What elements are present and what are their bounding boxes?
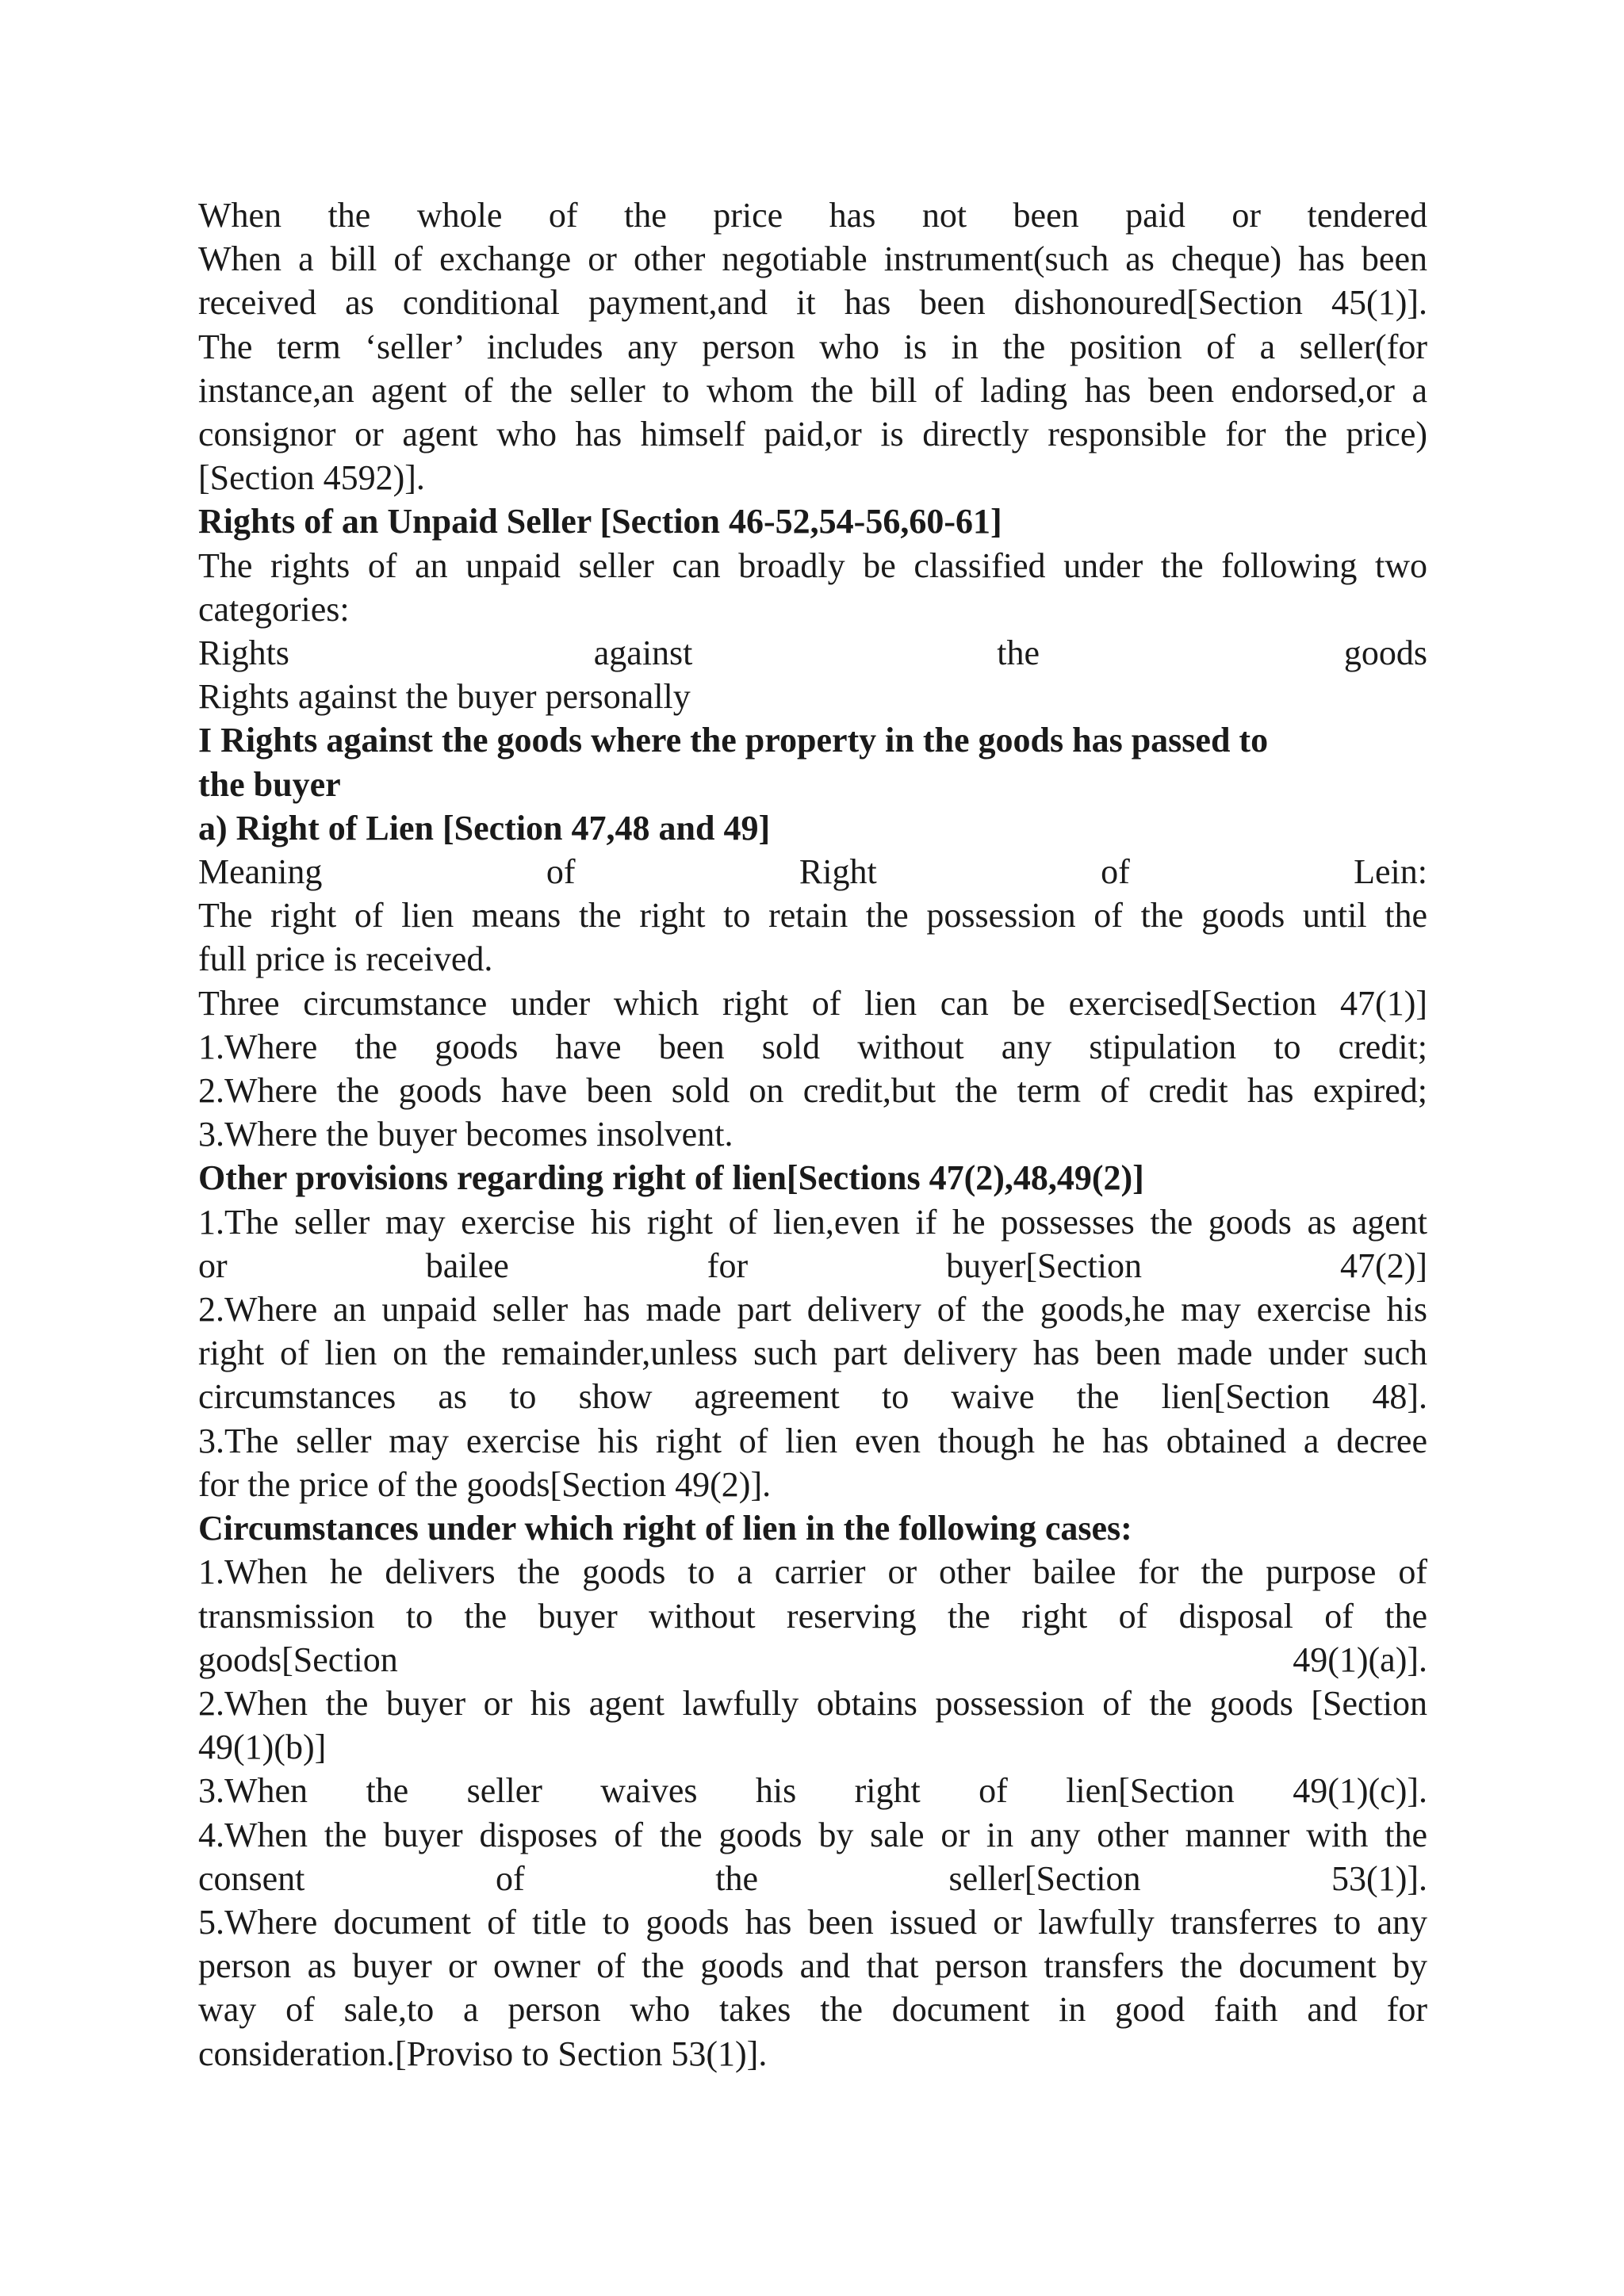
text-line: consent of the seller[Section 53(1)]. <box>198 1858 1427 1898</box>
text-line: transmission to the buyer without reserving the right of disposal of the <box>198 1596 1427 1636</box>
section-heading: the buyer <box>198 764 341 804</box>
section-heading: Other provisions regarding right of lien[Sections 47(2),48,49(2)] <box>198 1158 1144 1198</box>
text-line: right of lien on the remainder,unless such part delivery has been made under such <box>198 1334 1427 1373</box>
document-body <box>198 193 1427 2076</box>
text-line: When the whole of the price has not been paid or tendered <box>198 196 1427 235</box>
text-line: goods[Section 49(1)(a)]. <box>198 1640 1427 1679</box>
text-line: for the price of the goods[Section 49(2)]. <box>198 1464 772 1504</box>
text-line: Three circumstance under which right of lien can be exercised[Section 47(1)] <box>198 983 1427 1023</box>
text-line: 2.When the buyer or his agent lawfully obtains possession of the goods [Section <box>198 1683 1427 1723</box>
text-line: full price is received. <box>198 939 493 979</box>
text-line: Rights against the buyer personally <box>198 677 691 717</box>
text-line: The term ‘seller’ includes any person who is in the position of a seller(for <box>198 327 1427 366</box>
text-line: categories: <box>198 589 350 629</box>
text-line: 3.Where the buyer becomes insolvent. <box>198 1115 733 1154</box>
text-line: Meaning of Right of Lein: <box>198 852 1427 892</box>
text-line: 1.The seller may exercise his right of lien,even if he possesses the goods as agent <box>198 1202 1427 1242</box>
text-line: person as buyer or owner of the goods and that person transfers the document by <box>198 1946 1427 1986</box>
text-line: The right of lien means the right to retain the possession of the goods until the <box>198 896 1427 936</box>
text-line: Rights against the goods <box>198 633 1427 673</box>
text-line: The rights of an unpaid seller can broadly be classified under the following two <box>198 545 1427 585</box>
text-line: [Section 4592)]. <box>198 458 425 498</box>
text-line: 3.When the seller waives his right of lien[Section 49(1)(c)]. <box>198 1771 1427 1811</box>
text-line: 2.Where an unpaid seller has made part delivery of the goods,he may exercise his <box>198 1290 1427 1330</box>
text-line: 4.When the buyer disposes of the goods by sale or in any other manner with the <box>198 1815 1427 1854</box>
text-line: When a bill of exchange or other negotiable instrument(such as cheque) has been <box>198 239 1427 279</box>
text-line: consignor or agent who has himself paid,or is directly responsible for the price) <box>198 415 1427 454</box>
text-line: 49(1)(b)] <box>198 1728 327 1767</box>
section-heading: Rights of an Unpaid Seller [Section 46-52,54-56,60-61] <box>198 502 1002 541</box>
text-line: 3.The seller may exercise his right of lien even though he has obtained a decree <box>198 1421 1427 1460</box>
text-line: 5.Where document of title to goods has been issued or lawfully transferres to any <box>198 1902 1427 1942</box>
text-line: 2.Where the goods have been sold on credit,but the term of credit has expired; <box>198 1071 1427 1111</box>
text-line: received as conditional payment,and it has been dishonoured[Section 45(1)]. <box>198 283 1427 323</box>
text-line: 1.When he delivers the goods to a carrier or other bailee for the purpose of <box>198 1552 1427 1592</box>
text-line: 1.Where the goods have been sold without any stipulation to credit; <box>198 1027 1427 1066</box>
text-line: consideration.[Proviso to Section 53(1)]. <box>198 2034 768 2073</box>
section-heading: a) Right of Lien [Section 47,48 and 49] <box>198 808 771 848</box>
text-line: way of sale,to a person who takes the document in good faith and for <box>198 1990 1427 2030</box>
section-heading: I Rights against the goods where the property in the goods has passed to <box>198 721 1269 760</box>
text-line: circumstances as to show agreement to waive the lien[Section 48]. <box>198 1377 1427 1417</box>
text-line: or bailee for buyer[Section 47(2)] <box>198 1246 1427 1285</box>
text-line: instance,an agent of the seller to whom the bill of lading has been endorsed,or a <box>198 370 1427 410</box>
section-heading: Circumstances under which right of lien in the following cases: <box>198 1509 1132 1548</box>
